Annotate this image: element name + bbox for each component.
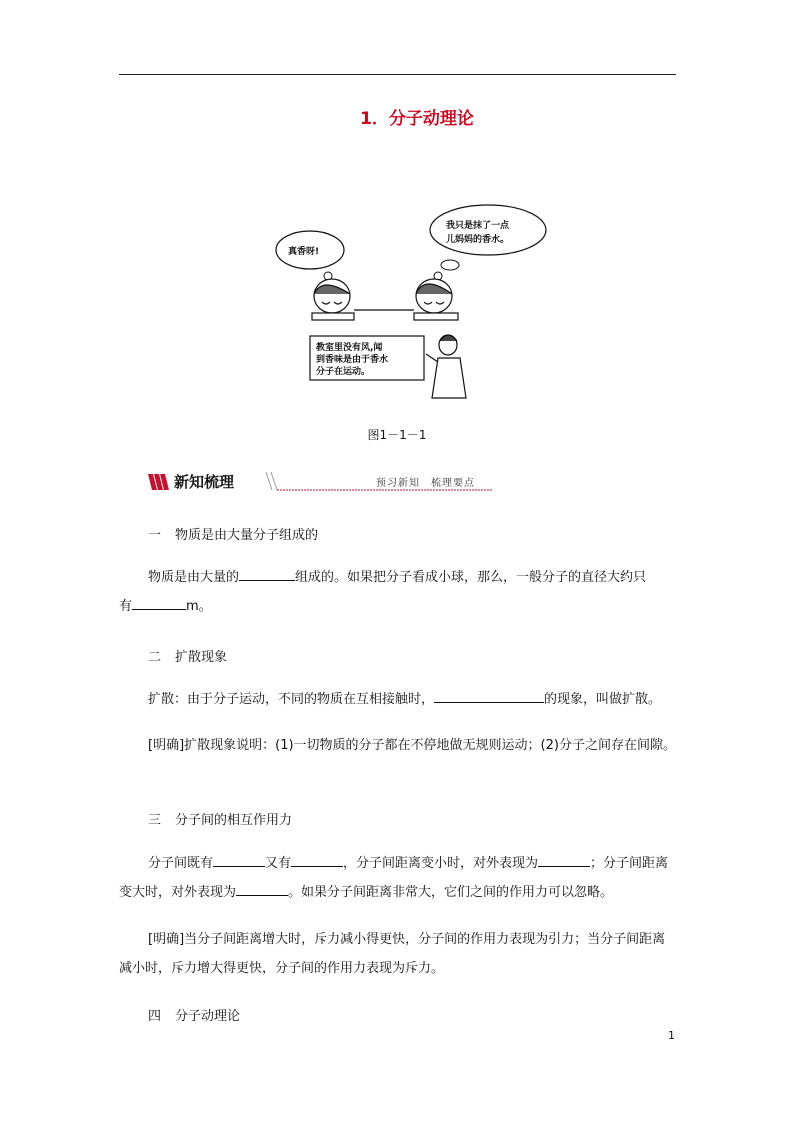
- s1-text-a: 物质是由大量的: [148, 570, 240, 585]
- section-4-heading: [148, 1005, 240, 1024]
- s3-text-e: 。如果分子间距离非常大，它们之间的作用力可以忽略。: [288, 885, 614, 900]
- section-2-heading: [148, 646, 227, 665]
- figure-caption: 图1－1－1: [367, 428, 427, 442]
- right-student: [414, 279, 458, 320]
- section-4-number: 四: [148, 1009, 162, 1024]
- section-3-title: 分子间的相互作用力: [175, 813, 293, 828]
- section-2-paragraph-1: [119, 685, 676, 714]
- s3-text-b: 又有: [265, 856, 292, 871]
- s3-clarification: [明确]当分子间距离增大时，斥力减小得更快，分子间的作用力表现为引力；当分子间距离减小时，斥力增大得更快，分子间的作用力表现为斥力。: [119, 932, 666, 976]
- right-bubble-line1: 我只是抹了一点: [446, 221, 510, 231]
- teacher-line1: 教室里没有风,闻: [316, 343, 383, 353]
- section-1-number: 一: [148, 528, 162, 543]
- section-3-paragraph-1: [119, 849, 676, 907]
- section-banner: [148, 470, 493, 494]
- answer-blank-3[interactable]: [434, 688, 544, 703]
- left-bubble-text: 真香呀!: [288, 247, 320, 257]
- s3-text-d: ；分子间距离变大时，对外表现为: [119, 856, 669, 900]
- section-4-title: 分子动理论: [175, 1009, 241, 1024]
- classroom-illustration: [270, 198, 570, 402]
- left-student: [312, 279, 354, 320]
- answer-blank-1[interactable]: [239, 566, 295, 581]
- s2-text-a: 扩散：由于分子运动，不同的物质在互相接触时，: [148, 692, 435, 707]
- header-rule: [119, 74, 676, 75]
- section-1-title: 物质是由大量分子组成的: [175, 528, 319, 543]
- s3-text-a: 分子间既有: [148, 856, 214, 871]
- section-2-paragraph-2: [119, 731, 676, 760]
- s1-text-c: 有: [119, 599, 133, 614]
- page-number: 1: [668, 1029, 675, 1042]
- banner-title: 新知梳理: [174, 473, 235, 491]
- answer-blank-7[interactable]: [236, 881, 288, 896]
- s2-text-b: 的现象，叫做扩散。: [544, 692, 662, 707]
- answer-blank-2[interactable]: [132, 595, 186, 610]
- right-bubble-line2: 儿妈妈的香水。: [446, 235, 510, 245]
- section-1-heading: [148, 524, 318, 543]
- teacher-line2: 到香味是由于香水: [316, 355, 389, 365]
- section-3-number: 三: [148, 813, 162, 828]
- banner-subtitle: 预习新知 梳理要点: [376, 478, 475, 489]
- s1-text-b: 组成的。如果把分子看成小球，那么，一般分子的直径大约只: [295, 570, 647, 585]
- teacher-figure: [426, 335, 466, 398]
- section-1-paragraph: [119, 563, 676, 621]
- section-2-number: 二: [148, 650, 162, 665]
- section-3-heading: [148, 809, 292, 828]
- s2-clarification: [明确]扩散现象说明：(1)一切物质的分子都在不停地做无规则运动；(2)分子之间存在间隙。: [148, 738, 676, 753]
- answer-blank-6[interactable]: [538, 852, 590, 867]
- answer-blank-4[interactable]: [213, 852, 265, 867]
- section-2-title: 扩散现象: [175, 650, 228, 665]
- s3-text-c: ，分子间距离变小时，对外表现为: [343, 856, 539, 871]
- page-title: 1．分子动理论: [360, 109, 474, 129]
- answer-blank-5[interactable]: [291, 852, 343, 867]
- s1-text-d: m。: [186, 599, 212, 614]
- section-3-paragraph-2: [119, 925, 676, 983]
- teacher-line3: 分子在运动。: [316, 367, 371, 377]
